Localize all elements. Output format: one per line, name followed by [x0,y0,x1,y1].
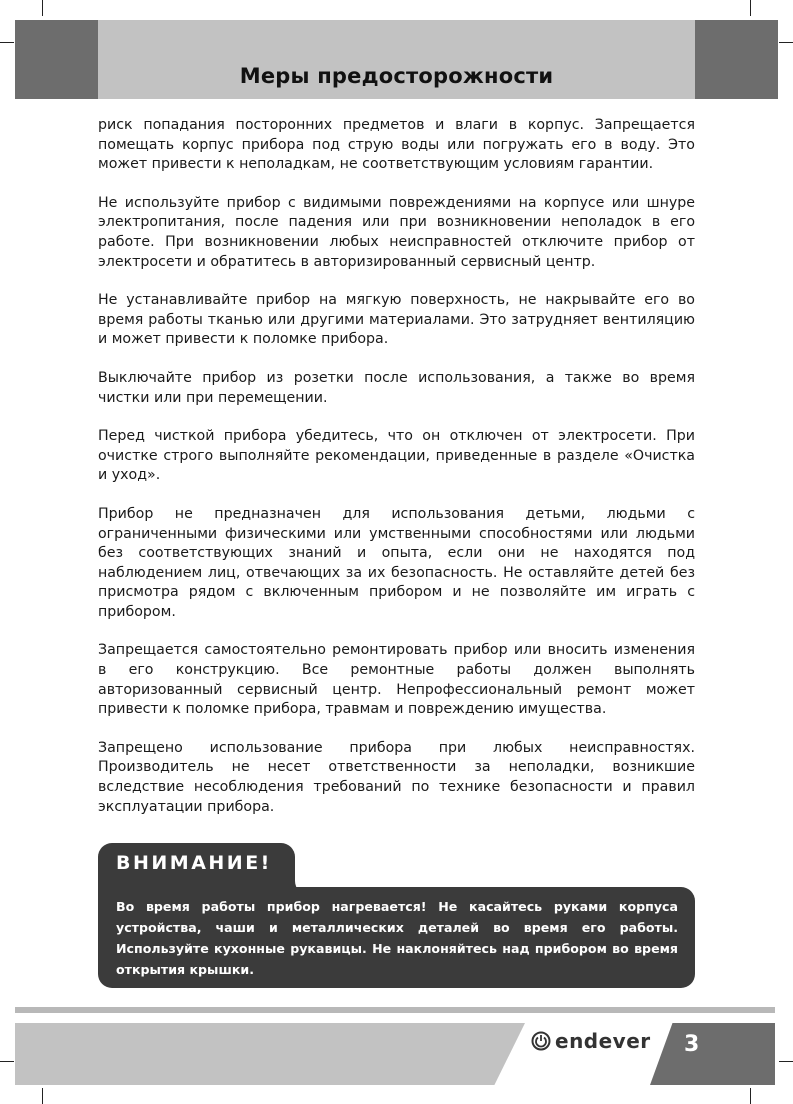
paragraph: Прибор не предназначен для использования детьми, людьми с ограниченными физическими или умственными способностями или людьми без соответствующих знаний и опыта, если они не находятся под наблюдением лиц, отвечающих за их безопасность. Не оставляйте детей без присмотра рядом с включенным прибором и не позволяйте им играть с прибором. [98,505,695,620]
footer-band [15,1023,525,1085]
paragraph: Запрещается самостоятельно ремонтировать прибор или вносить изменения в его конструкцию. Все ремонтные работы должен выполнять авторизованный сервисный центр. Непрофессиональный ремонт может привести к поломке прибора, травмам и повреждению имущества. [98,642,695,718]
footer-page-tab [650,1023,775,1085]
crop-mark [779,1061,793,1062]
crop-mark [42,0,43,16]
header-accent-left [15,20,98,99]
header-accent-right [695,20,778,99]
crop-mark [779,42,793,43]
paragraph: Перед чисткой прибора убедитесь, что он отключен от электросети. При очистке строго выполняйте рекомендации, приведенные в разделе «Очистка и уход». [98,428,695,484]
body-text [98,116,695,836]
paragraph: Не используйте прибор с видимыми повреждениями на корпусе или шнуре электропитания, после падения или при возникновении неполадок в его работе. При возникновении любых неисправностей отключите прибор от электросети и обратитесь в авторизированный сервисный центр. [98,194,695,270]
crop-mark [0,1061,14,1062]
paragraph: Выключайте прибор из розетки после использования, а также во время чистки или при перемещении. [98,369,695,406]
crop-mark [750,1088,751,1104]
page-title: Меры предосторожности [239,64,554,88]
warning-title: ВНИМАНИЕ! [116,852,272,874]
brand-logo [531,1028,651,1054]
brand-name: endever [555,1029,651,1053]
footer-rule [15,1007,775,1013]
crop-mark [750,0,751,16]
crop-mark [42,1088,43,1104]
page-number: 3 [684,1032,700,1057]
paragraph: риск попадания посторонних предметов и влаги в корпус. Запрещается помещать корпус прибора под струю воды или погружать его в воду. Это может привести к неполадкам, не соответствующим условиям гарантии. [98,117,695,173]
warning-text: Во время работы прибор нагревается! Не касайтесь руками корпуса устройства, чаши и металлических деталей во время его работы. Используйте кухонные рукавицы. Не наклоняйтесь над прибором во время открытия крышки. [116,899,678,977]
paragraph: Не устанавливайте прибор на мягкую поверхность, не накрывайте его во время работы тканью или другими материалами. Это затрудняет вентиляцию и может привести к поломке прибора. [98,292,695,348]
paragraph: Запрещено использование прибора при любых неисправностях. Производитель не несет ответственности за неполадки, возникшие вследствие несоблюдения требований по технике безопасности и правил эксплуатации прибора. [98,739,695,815]
crop-mark [0,42,14,43]
power-icon [531,1031,551,1051]
